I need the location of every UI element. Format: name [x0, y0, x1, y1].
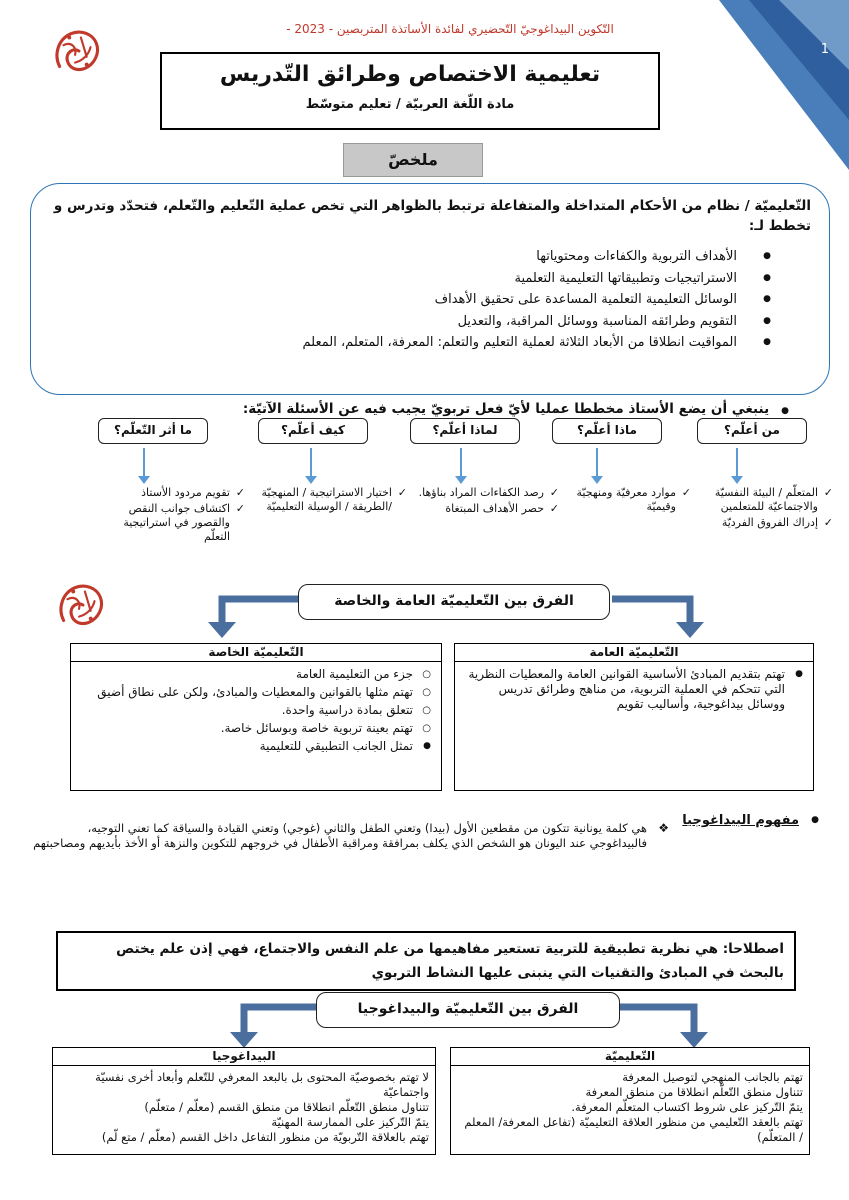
special-list: [71, 662, 441, 761]
definition-box: [30, 183, 830, 395]
text-line: لا تهتم بخصوصيّة المحتوى بل بالبعد المعرفي للتّعلم وأبعاد أخرى نفسيّة واجتماعيّة: [95, 1070, 429, 1099]
difference-title: الفرق بين التّعليميّة العامة والخاصة: [298, 584, 610, 620]
arrow-bend-left-icon: [200, 592, 300, 640]
list-item: ○ جزء من التعليمية العامة: [79, 667, 433, 682]
text-line: تهتم بالجانب المنهجي لتوصيل المعرفة: [622, 1070, 803, 1084]
question-box: من أعلّم؟: [697, 418, 807, 444]
column-heading: التّعليميّة الخاصة: [71, 644, 441, 662]
list-item: ✓ رصد الكفاءات المراد بناؤها.: [414, 486, 559, 500]
list-item: ✓ تقويم مردود الأستاذ: [95, 486, 245, 500]
column-heading: البيداغوجيا: [53, 1048, 435, 1066]
list-item: ○ تتعلق بمادة دراسية واحدة.: [79, 703, 433, 718]
list-item: ● الاستراتيجيات وتطبيقاتها التعليمية التعلمية: [49, 268, 771, 290]
pedagogy-text: ❖ هي كلمة يونانية تتكون من مقطعين الأول (بيدا) وتعني الطفل والثاني (غوجي) وتعني القيادة والسياقة كما تعني التوجيه، فالبيداغوجي عند اليونان هو الشخص الذي يكلف بمرافقة ومراقبة الأطفال في خروجهم للتكوين والنزهة أو الأخذ بأيديهم ومصاحبتهم: [29, 821, 669, 851]
difference-title: الفرق بين التّعليميّة والبيداغوجيا: [316, 992, 620, 1028]
text-line: يتمّ التّركيز على شروط اكتساب المتعلّم المعرفة.: [571, 1100, 803, 1114]
answer-list: [414, 486, 559, 518]
question-box: ما أثر التّعلّم؟: [98, 418, 208, 444]
answer-list: [566, 486, 691, 516]
text-line: تهتم بالعقد التّعليمي من منظور العلاقة التعليميّة (تفاعل المعرفة/ المعلم / المتعلّم): [464, 1115, 803, 1144]
list-item: ○ تهتم بعينة تربوية خاصة وبوسائل خاصة.: [79, 721, 433, 736]
answer-list: [698, 486, 833, 532]
answer-list: [255, 486, 407, 516]
definition-text: التّعليميّة / نظام من الأحكام المتداخلة والمتفاعلة ترتبط بالظواهر التي تخص عملية التّعليم والتّعلم، فتحدّد وتدرس و تخطط لـ:: [53, 198, 811, 234]
pedagogy-compare-text: [53, 1066, 435, 1149]
corner-triangle-decoration: [719, 0, 849, 170]
list-item: ✓ اختيار الاستراتيجية / المنهجيّة /الطريقة / الوسيلة التعليميّة: [255, 486, 407, 514]
text-line: تتناول منطق التّعلّم انطلاقا من منطق القسم (معلّم / متعلّم): [144, 1100, 429, 1114]
answer-list: [95, 486, 245, 546]
didactics-text: [451, 1066, 809, 1149]
arrow-bend-right-icon: [612, 592, 712, 640]
arrow-bend-left-icon: [222, 1000, 318, 1050]
arrow-down-icon: [310, 448, 312, 478]
list-item: ✓ اكتشاف جوانب النقص والقصور في استراتيجية التعلّم: [95, 502, 245, 544]
special-didactics-box: [70, 643, 442, 791]
list-item: ✓ موارد معرفيّة ومنهجيّة وقيميّة: [566, 486, 691, 514]
page-number: 1: [820, 42, 829, 57]
list-item: ✓ حصر الأهداف المبتغاة: [414, 502, 559, 516]
list-item: ✓ المتعلّم / البيئة النفسيّة والاجتماعيّة للمتعلمين: [698, 486, 833, 514]
general-list: [455, 662, 813, 719]
column-heading: التّعليميّة: [451, 1048, 809, 1066]
column-heading: التّعليميّة العامة: [455, 644, 813, 662]
didactics-box: [450, 1047, 810, 1155]
question-box: ماذا أعلّم؟: [552, 418, 662, 444]
text-line: يتمّ التّركيز على الممارسة المهنيّة: [271, 1115, 429, 1129]
text-line: تتناول منطق التّعلّم انطلاقا من منطق المعرفة: [585, 1085, 803, 1099]
list-item: ● تمثل الجانب التطبيقي للتعليمية: [79, 739, 433, 754]
title-box: [160, 52, 660, 130]
calligraphy-logo: [52, 576, 110, 634]
page-title: تعليمية الاختصاص وطرائق التّدريس: [219, 62, 601, 87]
list-item: ○ تهتم مثلها بالقوانين والمعطيات والمبادئ، ولكن على نطاق أضيق: [79, 685, 433, 700]
list-item: ● الأهداف التربوية والكفاءات ومحتوياتها: [49, 246, 771, 268]
definition-list: [49, 246, 811, 354]
list-item: ● التقويم وطرائقه المناسبة ووسائل المراقبة، والتعديل: [49, 311, 771, 333]
term-definition-box: اصطلاحا: هي نظرية تطبيقية للتربية تستعير مفاهيمها من علم النفس والاجتماع، فهي إذن علم يختص بالبحث في المبادئ والتقنيات التي ينبنى عليها النشاط التربوي: [56, 931, 796, 991]
arrow-bend-right-icon: [620, 1000, 716, 1050]
list-item: ● الوسائل التعليمية التعلمية المساعدة على تحقيق الأهداف: [49, 289, 771, 311]
pedagogy-box: [52, 1047, 436, 1155]
header-line: التّكوين البيداغوجيّ التّحضيري لفائدة الأساتذة المتربصين - 2023 -: [286, 22, 614, 36]
list-item: ● المواقيت انطلاقا من الأبعاد الثلاثة لعملية التعليم والتعلم: المعرفة، المتعلم، المعلم: [49, 332, 771, 354]
pedagogy-heading: ● مفهوم البيداغوجيا: [682, 813, 819, 828]
list-item: ✓ إدراك الفروق الفرديّة: [698, 516, 833, 530]
calligraphy-logo: [48, 22, 106, 80]
question-box: كيف أعلّم؟: [258, 418, 368, 444]
text-line: تهتم بالعلاقة التّربويّة من منظور التفاعل داخل القسم (معلّم / متع لّم): [101, 1130, 429, 1144]
summary-badge: ملخصّ: [343, 143, 483, 177]
arrow-down-icon: [460, 448, 462, 478]
arrow-down-icon: [143, 448, 145, 478]
list-item: ● تهتم بتقديم المبادئ الأساسية القوانين العامة والمعطيات النظرية التي تتحكم في العملية التربوية، من مناهج وطرائق تدريس ووسائل بيداغوجية، وأساليب تقويم: [463, 667, 805, 712]
arrow-down-icon: [736, 448, 738, 478]
page-subtitle: مادة اللّغة العربيّة / تعليم متوسّط: [305, 97, 515, 112]
general-didactics-box: [454, 643, 814, 791]
question-box: لماذا أعلّم؟: [410, 418, 520, 444]
arrow-down-icon: [596, 448, 598, 478]
questions-intro: ● ينبغي أن يضع الأستاذ مخططا عمليا لأيّ فعل تربويّ يجيب فيه عن الأسئلة الآتيّة:: [49, 401, 789, 417]
